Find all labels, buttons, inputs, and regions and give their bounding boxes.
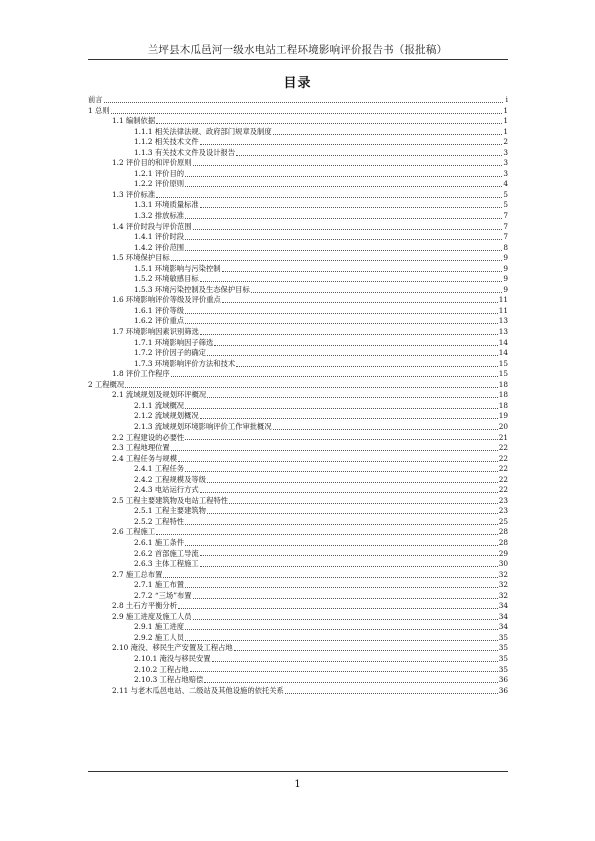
- toc-dot-leader: [200, 144, 503, 145]
- toc-entry-label: 1.3 评价标准: [112, 189, 156, 199]
- toc-dot-leader: [185, 250, 502, 251]
- toc-entry-page: 7: [503, 221, 508, 231]
- toc-entry[interactable]: [88, 506, 508, 517]
- toc-entry[interactable]: [88, 137, 508, 148]
- toc-dot-leader: [185, 524, 498, 525]
- toc-entry[interactable]: [88, 316, 508, 327]
- toc-entry[interactable]: [88, 401, 508, 412]
- toc-entry-label: 2.4.1 工程任务: [134, 464, 185, 474]
- toc-entry-label: 2.3 工程地理位置: [112, 443, 170, 453]
- toc-entry[interactable]: [88, 348, 508, 359]
- toc-entry[interactable]: [88, 454, 508, 465]
- toc-dot-leader: [204, 682, 497, 683]
- toc-dot-leader: [200, 566, 498, 567]
- toc-entry[interactable]: [88, 327, 508, 338]
- toc-entry-page: 36: [498, 685, 508, 695]
- toc-dot-leader: [193, 619, 498, 620]
- toc-entry[interactable]: [88, 422, 508, 433]
- toc-entry[interactable]: [88, 665, 508, 676]
- toc-dot-leader: [185, 313, 498, 314]
- toc-entry-label: 1.3.1 环境质量标准: [134, 200, 199, 210]
- toc-entry[interactable]: [88, 612, 508, 623]
- toc-dot-leader: [185, 629, 498, 630]
- toc-dot-leader: [125, 387, 498, 388]
- toc-entry-label: 1.1.3 有关技术文件及设计报告: [134, 147, 236, 157]
- toc-dot-leader: [214, 345, 497, 346]
- toc-dot-leader: [200, 492, 498, 493]
- toc-entry-page: 15: [498, 358, 508, 368]
- toc-entry-page: 25: [498, 516, 508, 526]
- toc-entry-page: i: [505, 95, 508, 104]
- toc-entry-page: 7: [503, 232, 508, 242]
- toc-entry-label: 2.7.1 施工布置: [134, 580, 185, 590]
- toc-entry[interactable]: [88, 549, 508, 560]
- toc-entry-page: 35: [498, 632, 508, 642]
- toc-entry[interactable]: [88, 106, 508, 117]
- toc-entry[interactable]: [88, 601, 508, 612]
- toc-entry[interactable]: [88, 285, 508, 296]
- toc-entry[interactable]: [88, 496, 508, 507]
- page-number: 1: [294, 779, 301, 790]
- toc-entry[interactable]: [88, 116, 508, 127]
- toc-entry[interactable]: [88, 633, 508, 644]
- toc-entry[interactable]: [88, 559, 508, 570]
- toc-entry-page: 5: [503, 200, 508, 210]
- toc-entry-page: 29: [498, 548, 508, 558]
- toc-dot-leader: [229, 503, 498, 504]
- toc-entry-label: 1.7.1 环境影响因子筛选: [134, 337, 214, 347]
- toc-dot-leader: [185, 239, 502, 240]
- toc-dot-leader: [178, 608, 498, 609]
- toc-entry-page: 9: [503, 274, 508, 284]
- toc-entry-page: 13: [498, 327, 508, 337]
- toc-entry-page: 1: [503, 126, 508, 136]
- toc-entry-page: 34: [498, 622, 508, 632]
- toc-dot-leader: [178, 461, 498, 462]
- toc-entry[interactable]: [88, 338, 508, 349]
- toc-entry-page: 1: [503, 105, 508, 115]
- toc-entry-page: 14: [498, 348, 508, 358]
- toc-dot-leader: [285, 693, 498, 694]
- header-divider: [88, 59, 508, 60]
- toc-dot-leader: [207, 397, 498, 398]
- toc-entry[interactable]: [88, 517, 508, 528]
- toc-entry-page: 19: [498, 411, 508, 421]
- toc-entry-page: 18: [498, 379, 508, 389]
- toc-entry-page: 7: [503, 211, 508, 221]
- toc-entry[interactable]: [88, 127, 508, 138]
- toc-entry-page: 32: [498, 590, 508, 600]
- toc-entry[interactable]: [88, 253, 508, 264]
- toc-entry[interactable]: [88, 306, 508, 317]
- toc-dot-leader: [200, 334, 498, 335]
- toc-entry[interactable]: [88, 538, 508, 549]
- toc-entry-page: 18: [498, 400, 508, 410]
- toc-dot-leader: [185, 323, 498, 324]
- toc-dot-leader: [200, 281, 503, 282]
- toc-entry[interactable]: [88, 475, 508, 486]
- toc-entry[interactable]: [88, 274, 508, 285]
- toc-entry-page: 13: [498, 316, 508, 326]
- toc-entry-page: 9: [503, 253, 508, 263]
- toc-entry-label: 2.4 工程任务与规模: [112, 453, 178, 463]
- toc-entry-page: 23: [498, 495, 508, 505]
- toc-entry[interactable]: [88, 211, 508, 222]
- toc-entry-page: 3: [503, 158, 508, 168]
- toc-entry-page: 21: [498, 432, 508, 442]
- toc-dot-leader: [185, 176, 502, 177]
- toc-dot-leader: [193, 229, 503, 230]
- toc-entry-label: 1.4.1 评价时段: [134, 232, 185, 242]
- toc-entry[interactable]: [88, 222, 508, 233]
- toc-entry-label: 1.6.2 评价重点: [134, 316, 185, 326]
- toc-entry-label: 1.6 环境影响评价等级及评价重点: [112, 295, 221, 305]
- toc-entry-page: 8: [503, 242, 508, 252]
- toc-dot-leader: [156, 197, 502, 198]
- toc-dot-leader: [207, 355, 498, 356]
- toc-entry[interactable]: [88, 243, 508, 254]
- toc-entry-page: 30: [498, 559, 508, 569]
- toc-entry[interactable]: [88, 485, 508, 496]
- toc-entry-label: 2.1.1 流域概况: [134, 400, 185, 410]
- toc-entry-label: 2.5 工程主要建筑物及电站工程特性: [112, 495, 229, 505]
- toc-dot-leader: [185, 587, 498, 588]
- toc-dot-leader: [236, 155, 502, 156]
- toc-entry-label: 1.1.1 相关法律法规、政府部门规章及制度: [134, 126, 272, 136]
- toc-dot-leader: [171, 450, 498, 451]
- toc-entry-label: 2.9.2 施工人员: [134, 632, 185, 642]
- toc-entry-label: 1.8 评价工作程序: [112, 369, 170, 379]
- toc-entry-page: 18: [498, 390, 508, 400]
- toc-entry[interactable]: [88, 232, 508, 243]
- toc-entry[interactable]: [88, 169, 508, 180]
- toc-entry-label: 2.10.2 工程占地: [134, 664, 189, 674]
- toc-dot-leader: [207, 513, 498, 514]
- toc-dot-leader: [200, 418, 498, 419]
- toc-entry-label: 前言: [88, 95, 103, 104]
- toc-entry[interactable]: [88, 570, 508, 581]
- toc-dot-leader: [193, 598, 498, 599]
- toc-entry-page: 22: [498, 464, 508, 474]
- toc-entry[interactable]: [88, 411, 508, 422]
- toc-entry-label: 1.5 环境保护目标: [112, 253, 170, 263]
- toc-dot-leader: [156, 123, 502, 124]
- toc-entry-page: 3: [503, 168, 508, 178]
- toc-entry-page: 22: [498, 453, 508, 463]
- toc-entry-label: 2.6.2 首部施工导流: [134, 548, 199, 558]
- toc-entry-page: 35: [498, 643, 508, 653]
- toc-entry-label: 2.2 工程建设的必要性: [112, 432, 185, 442]
- toc-entry-page: 35: [498, 664, 508, 674]
- toc-dot-leader: [222, 271, 503, 272]
- toc-entry-page: 1: [503, 116, 508, 126]
- toc-entry[interactable]: [88, 200, 508, 211]
- toc-entry-label: 1.5.1 环境影响与污染控制: [134, 263, 221, 273]
- toc-dot-leader: [185, 218, 502, 219]
- running-header: 兰坪县木瓜邑河一级水电站工程环境影响评价报告书（报批稿）: [147, 44, 448, 56]
- toc-entry-label: 1.7.2 评价因子的确定: [134, 348, 206, 358]
- toc-entry[interactable]: [88, 580, 508, 591]
- toc-dot-leader: [193, 165, 503, 166]
- toc-dot-leader: [200, 555, 498, 556]
- toc-entry-label: 1.2.2 评价原则: [134, 179, 185, 189]
- toc-dot-leader: [251, 292, 503, 293]
- page-title: 目录: [283, 76, 312, 91]
- toc-dot-leader: [190, 671, 498, 672]
- toc-entry-label: 1.6.1 评价等级: [134, 305, 185, 315]
- toc-entry-page: 36: [498, 675, 508, 685]
- toc-dot-leader: [185, 408, 498, 409]
- toc-entry[interactable]: [88, 686, 508, 697]
- table-of-contents: [88, 95, 508, 696]
- toc-entry-label: 1.7.3 环境影响评价方法和技术: [134, 358, 236, 368]
- toc-entry-page: 2: [503, 137, 508, 147]
- toc-entry-page: 9: [503, 284, 508, 294]
- toc-entry-label: 2.1 流域规划及规划环评概况: [112, 390, 207, 400]
- toc-entry-page: 5: [503, 189, 508, 199]
- toc-entry-label: 2.7.2 “三场”布置: [134, 590, 192, 600]
- toc-entry-page: 22: [498, 474, 508, 484]
- toc-entry[interactable]: [88, 264, 508, 275]
- toc-entry-label: 1.1 编制依据: [112, 116, 156, 126]
- toc-dot-leader: [163, 577, 497, 578]
- toc-entry-label: 2.8 土石方平衡分析: [112, 601, 178, 611]
- toc-entry[interactable]: [88, 464, 508, 475]
- toc-entry[interactable]: [88, 95, 508, 106]
- toc-entry-page: 35: [498, 653, 508, 663]
- toc-entry[interactable]: [88, 359, 508, 370]
- toc-dot-leader: [185, 471, 498, 472]
- toc-entry[interactable]: [88, 622, 508, 633]
- toc-entry-label: 2.9 施工进度及施工人员: [112, 611, 192, 621]
- footer-divider: [88, 771, 508, 772]
- toc-entry-label: 2.10.1 淹没与移民安置: [134, 653, 211, 663]
- toc-entry-label: 1.4 评价时段与评价范围: [112, 221, 192, 231]
- toc-entry-label: 2.10.3 工程占地赔偿: [134, 675, 204, 685]
- toc-entry-label: 2.4.2 工程规模及等级: [134, 474, 206, 484]
- toc-dot-leader: [236, 366, 498, 367]
- toc-entry-page: 34: [498, 611, 508, 621]
- toc-entry[interactable]: [88, 390, 508, 401]
- toc-entry-label: 2.4.3 电站运行方式: [134, 485, 199, 495]
- toc-entry-page: 28: [498, 527, 508, 537]
- toc-entry-label: 1.2 评价目的和评价原则: [112, 158, 192, 168]
- toc-entry[interactable]: [88, 158, 508, 169]
- toc-entry-label: 2.1.2 流域规划概况: [134, 411, 199, 421]
- toc-entry-page: 3: [503, 147, 508, 157]
- toc-dot-leader: [185, 640, 498, 641]
- toc-dot-leader: [222, 302, 498, 303]
- toc-entry-page: 22: [498, 485, 508, 495]
- toc-entry-label: 2.11 与老木瓜邑电站、二级站及其他设施的依托关系: [112, 685, 284, 695]
- toc-dot-leader: [171, 260, 503, 261]
- toc-entry[interactable]: [88, 295, 508, 306]
- toc-entry-page: 11: [498, 305, 508, 315]
- toc-entry[interactable]: [88, 654, 508, 665]
- toc-dot-leader: [185, 545, 498, 546]
- toc-entry-page: 4: [503, 179, 508, 189]
- toc-entry-label: 1.2.1 评价目的: [134, 168, 185, 178]
- toc-entry-label: 1.4.2 评价范围: [134, 242, 185, 252]
- toc-entry[interactable]: [88, 148, 508, 159]
- toc-entry-page: 22: [498, 443, 508, 453]
- toc-entry-label: 1.7 环境影响因素识别筛选: [112, 327, 199, 337]
- toc-entry-label: 1.5.2 环境敏感目标: [134, 274, 199, 284]
- toc-entry-label: 2.5.1 工程主要建筑物: [134, 506, 206, 516]
- toc-dot-leader: [185, 439, 497, 440]
- toc-entry-page: 14: [498, 337, 508, 347]
- toc-entry[interactable]: [88, 443, 508, 454]
- toc-entry-page: 23: [498, 506, 508, 516]
- toc-entry-label: 1.5.3 环境污染控制及生态保护目标: [134, 284, 250, 294]
- toc-entry-page: 9: [503, 263, 508, 273]
- toc-entry-page: 32: [498, 569, 508, 579]
- toc-entry[interactable]: [88, 643, 508, 654]
- toc-dot-leader: [185, 186, 502, 187]
- toc-entry-label: 2.10 淹没、移民生产安置及工程占地: [112, 643, 233, 653]
- toc-dot-leader: [171, 376, 498, 377]
- toc-entry-label: 2.6.1 施工条件: [134, 537, 185, 547]
- toc-entry-label: 2 工程概况: [88, 379, 125, 389]
- toc-entry-page: 20: [498, 421, 508, 431]
- toc-entry[interactable]: [88, 179, 508, 190]
- toc-entry[interactable]: [88, 380, 508, 391]
- toc-entry-label: 1 总则: [88, 105, 110, 115]
- toc-dot-leader: [234, 650, 498, 651]
- toc-dot-leader: [273, 134, 503, 135]
- toc-entry-label: 2.9.1 施工进度: [134, 622, 185, 632]
- toc-entry-label: 2.7 施工总布置: [112, 569, 163, 579]
- toc-entry-page: 28: [498, 537, 508, 547]
- toc-entry[interactable]: [88, 527, 508, 538]
- toc-dot-leader: [156, 534, 498, 535]
- toc-entry[interactable]: [88, 190, 508, 201]
- toc-entry-page: 15: [498, 369, 508, 379]
- toc-entry[interactable]: [88, 433, 508, 444]
- toc-entry-page: 34: [498, 601, 508, 611]
- toc-entry-page: 32: [498, 580, 508, 590]
- toc-dot-leader: [212, 661, 498, 662]
- toc-entry-label: 2.6.3 主体工程施工: [134, 559, 199, 569]
- toc-entry[interactable]: [88, 369, 508, 380]
- toc-entry[interactable]: [88, 675, 508, 686]
- toc-dot-leader: [200, 207, 503, 208]
- toc-dot-leader: [273, 429, 498, 430]
- toc-dot-leader: [104, 102, 503, 103]
- toc-entry-label: 2.6 工程施工: [112, 527, 156, 537]
- toc-entry-page: 11: [498, 295, 508, 305]
- toc-entry-label: 1.3.2 排放标准: [134, 211, 185, 221]
- toc-entry-label: 1.1.2 相关技术文件: [134, 137, 199, 147]
- toc-entry-label: 2.5.2 工程特性: [134, 516, 185, 526]
- toc-entry-label: 2.1.3 流域规划环境影响评价工作审批概况: [134, 421, 272, 431]
- toc-entry[interactable]: [88, 591, 508, 602]
- toc-dot-leader: [207, 482, 498, 483]
- toc-dot-leader: [111, 113, 503, 114]
